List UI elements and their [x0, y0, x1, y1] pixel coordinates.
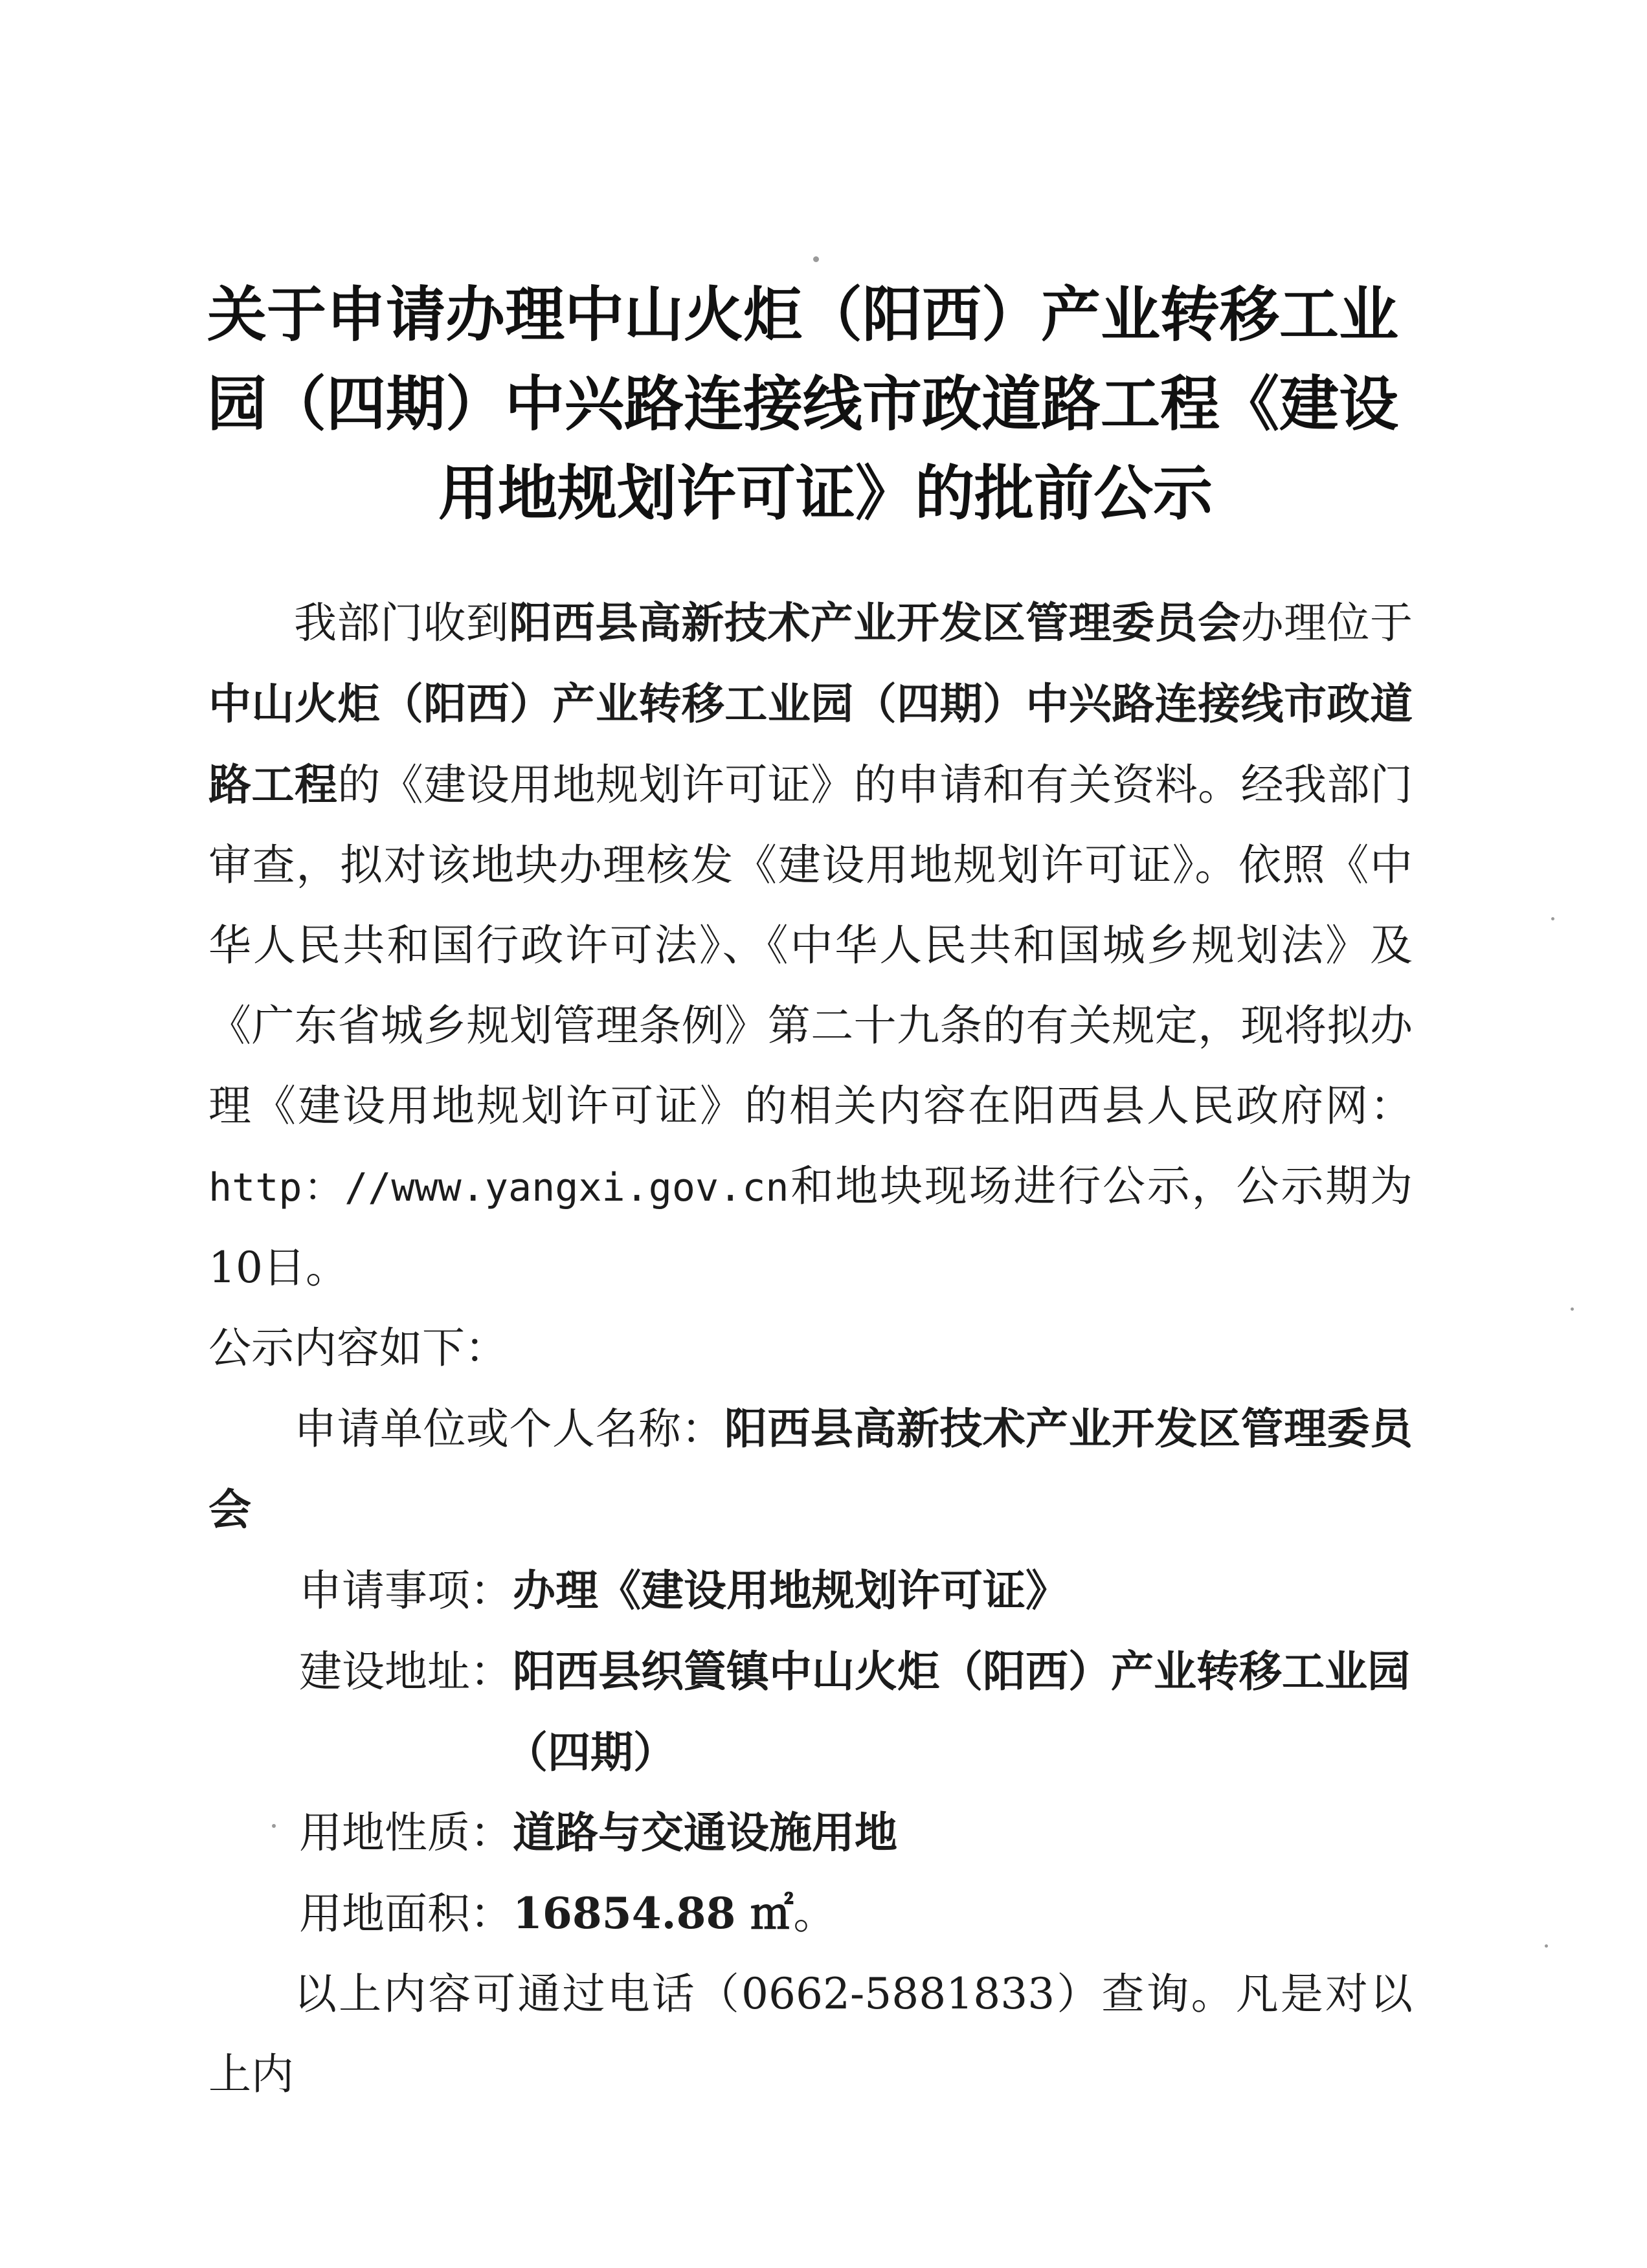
field-land-area-value: 16854.88 ㎡: [513, 1888, 794, 1939]
scan-speck: [1545, 1944, 1548, 1948]
title-line-3: 用地规划许可证》的批前公示: [438, 459, 1213, 528]
field-applicant-label: 申请单位或个人名称：: [294, 1404, 724, 1454]
title-line-1: 关于申请办理中山火炬（阳西）产业转移工业: [207, 280, 1399, 350]
field-applicant: [208, 1388, 1413, 1550]
field-land-nature-label: 用地性质：: [299, 1808, 513, 1858]
intro-paragraph: [208, 583, 1413, 1308]
scan-speck: [272, 1824, 276, 1828]
gov-website-url: http：//www.yangxi.gov.cn: [208, 1165, 789, 1210]
field-land-nature: [208, 1792, 1413, 1873]
intro-text-2: 办理位于: [1240, 598, 1413, 648]
notice-body: [208, 583, 1413, 2115]
scan-speck: [813, 256, 819, 262]
field-address: [208, 1631, 1413, 1792]
field-address-value-line-1: 阳西县织篢镇中山火炬（阳西）产业转移工业园: [513, 1646, 1410, 1696]
field-address-label: 建设地址：: [299, 1647, 513, 1696]
field-applicant-value: 阳西县高新技术产业开发区管理委员会: [208, 1403, 1413, 1535]
title-line-2: 园（四期）中兴路连接线市政道路工程《建设: [207, 370, 1399, 439]
intro-text-1: 我部门收到: [294, 598, 510, 648]
field-land-nature-value: 道路与交通设施用地: [513, 1807, 897, 1858]
intro-text-3: 的《建设用地规划许可证》的申请和有关资料。经我部门审查，拟对该地块办理核发《建设用地规划许可证》。依照《中华人民共和国行政许可法》、《中华人民共和国城乡规划法》及《广东省城乡规划管理条例》第二十九条的有关规定，现将拟办理《建设用地规划许可证》的相关内容在阳西县人民政府网：: [208, 760, 1413, 1131]
scan-speck: [1551, 917, 1554, 920]
intro-text-4: 和地块现场进行公示，公示期为10日。: [208, 1161, 1413, 1293]
intro-applicant: 阳西县高新技术产业开发区管理委员会: [509, 597, 1241, 648]
content-heading: 公示内容如下：: [208, 1323, 508, 1373]
field-address-value-line-2: （四期）: [505, 1727, 676, 1777]
field-land-area-label: 用地面积：: [299, 1889, 513, 1939]
field-matter: [208, 1550, 1413, 1631]
field-matter-value: 办理《建设用地规划许可证》: [513, 1565, 1068, 1616]
closing-paragraph: 以上内容可通过电话（0662-5881833）查询。凡是对以上内: [208, 1969, 1413, 2099]
intro-project-name: 中山火炬（阳西）产业转移工业园（四期）中兴路连接线市政道路工程: [208, 678, 1413, 810]
field-matter-label: 申请事项：: [299, 1566, 513, 1616]
notice-title: [207, 271, 1444, 539]
scan-speck: [1571, 1307, 1574, 1311]
field-land-area: [208, 1873, 1413, 1954]
field-land-area-suffix: 。: [793, 1889, 836, 1939]
